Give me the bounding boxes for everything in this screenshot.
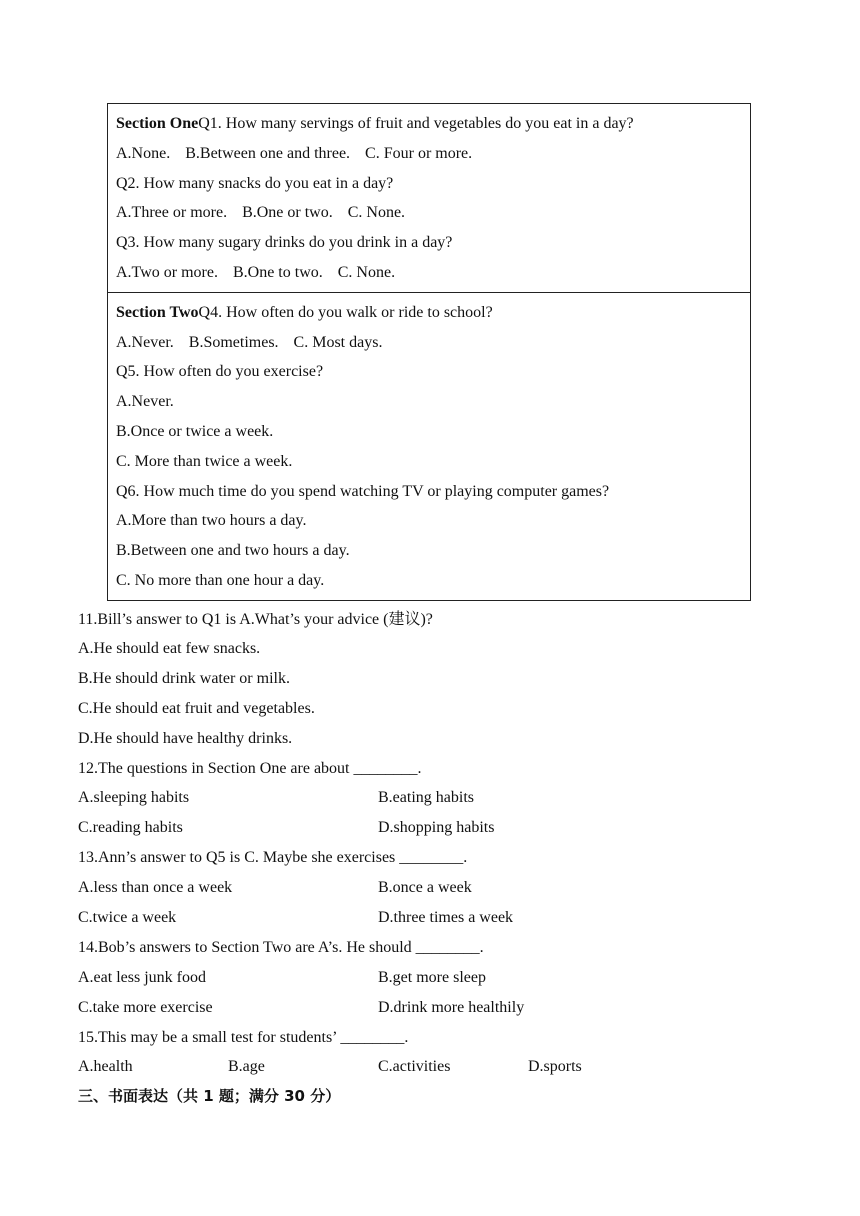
q13-stem: 13.Ann’s answer to Q5 is C. Maybe she exercises ________. xyxy=(78,849,468,867)
option: D.sports xyxy=(528,1058,582,1076)
option: B.get more sleep xyxy=(378,968,486,986)
q1-line xyxy=(116,109,742,139)
q12-options-row xyxy=(78,813,798,843)
q3-options xyxy=(116,258,742,288)
option: B.Between one and two hours a day. xyxy=(116,542,350,560)
option: C.reading habits xyxy=(78,819,183,837)
option: D.drink more healthily xyxy=(378,998,525,1016)
q11-stem: 11.Bill’s answer to Q1 is A.What’s your advice (建议)? xyxy=(78,611,433,628)
q13-options-row xyxy=(78,903,798,933)
option: C. None. xyxy=(337,263,396,281)
q14-stem: 14.Bob’s answers to Section Two are A’s. He should ________. xyxy=(78,938,484,956)
option: B.age xyxy=(228,1058,265,1076)
q2-options xyxy=(116,198,742,228)
option: B.Between one and three. xyxy=(185,144,351,162)
option: C.twice a week xyxy=(78,909,177,927)
option: C. Four or more. xyxy=(365,144,473,162)
option: A.health xyxy=(78,1058,133,1076)
part-heading: 三、书面表达（共 1 题；满分 30 分） xyxy=(78,1087,341,1106)
q1-text: Q1. How many servings of fruit and vegetables do you eat in a day? xyxy=(198,115,634,132)
q14-options-row xyxy=(78,993,798,1023)
option: A.Never. xyxy=(116,333,174,351)
option: D.three times a week xyxy=(378,909,514,927)
option: C.He should eat fruit and vegetables. xyxy=(78,699,315,717)
option: A.He should eat few snacks. xyxy=(78,640,261,657)
option: B.eating habits xyxy=(378,789,474,807)
q5-text: Q5. How often do you exercise? xyxy=(116,363,324,381)
option: A.More than two hours a day. xyxy=(116,512,307,530)
option: B.He should drink water or milk. xyxy=(78,669,290,687)
option: A.Never. xyxy=(116,393,174,411)
option: D.He should have healthy drinks. xyxy=(78,729,293,747)
option: A.sleeping habits xyxy=(78,789,190,807)
option: C. None. xyxy=(347,204,406,222)
section-two-title: Section Two xyxy=(116,303,199,321)
q4-line xyxy=(116,298,742,328)
q6-text: Q6. How much time do you spend watching TV or playing computer games? xyxy=(116,482,610,500)
option: B.once a week xyxy=(378,879,472,897)
section-one-title: Section One xyxy=(116,115,199,132)
q15-stem: 15.This may be a small test for students’ ________. xyxy=(78,1028,409,1046)
q4-text: Q4. How often do you walk or ride to school? xyxy=(198,303,493,321)
option: A.eat less junk food xyxy=(78,968,206,986)
option: B.One to two. xyxy=(232,263,323,281)
option: A.Two or more. xyxy=(116,263,218,281)
option: C.activities xyxy=(378,1058,451,1076)
option: A.None. xyxy=(116,144,171,162)
option: C. Most days. xyxy=(293,333,383,351)
option: C. More than twice a week. xyxy=(116,452,293,470)
q3-text: Q3. How many sugary drinks do you drink in a day? xyxy=(116,234,453,252)
q13-options-row xyxy=(78,873,798,903)
q15-options-row xyxy=(78,1052,798,1082)
question-list xyxy=(78,606,798,1112)
option: B.Sometimes. xyxy=(188,333,279,351)
option: A.Three or more. xyxy=(116,204,228,222)
q12-options-row xyxy=(78,783,798,813)
option: C.take more exercise xyxy=(78,998,213,1016)
section-two xyxy=(108,292,750,600)
option: A.less than once a week xyxy=(78,879,233,897)
q4-options xyxy=(116,328,742,358)
q1-options xyxy=(116,139,742,169)
option: C. No more than one hour a day. xyxy=(116,571,325,589)
section-one xyxy=(108,104,750,292)
q2-text: Q2. How many snacks do you eat in a day? xyxy=(116,174,394,192)
q14-options-row xyxy=(78,963,798,993)
option: B.Once or twice a week. xyxy=(116,422,274,440)
option: B.One or two. xyxy=(242,204,333,222)
survey-table xyxy=(107,103,751,601)
option: D.shopping habits xyxy=(378,819,495,837)
q12-stem: 12.The questions in Section One are about ________. xyxy=(78,759,422,777)
